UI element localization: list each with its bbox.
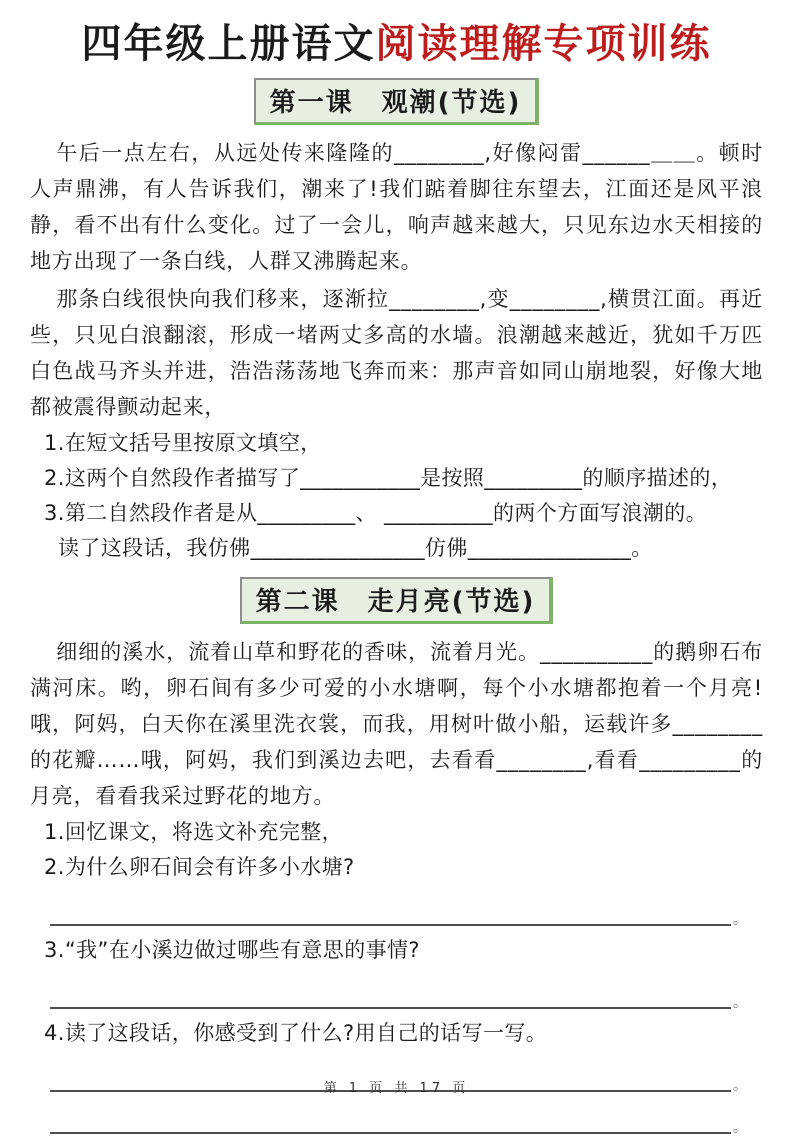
lesson1-question-2: 2.这两个自然段作者描写了___________是按照_________的顺序描述的，: [44, 466, 733, 490]
lesson1-paragraph-1: 午后一点左右，从远处传来隆隆的________,好像闷雷______＿＿。顿时人声鼎沸，有人告诉我们，潮来了!我们踮着脚往东望去，江面还是风平浪静，看不出有什么变化。过了一会儿，响声越来越大，只见东边水天相接的地方出现了一条白线，人群又沸腾起来。: [30, 141, 763, 273]
lesson2-question-3: 3.“我”在小溪边做过哪些有意思的事情?: [44, 938, 420, 962]
lesson1-heading: 第一课 观潮(节选): [254, 78, 540, 125]
lesson2-heading: 第二课 走月亮(节选): [240, 577, 554, 624]
lesson2-paragraph-1: 细细的溪水，流着山草和野花的香味，流着月光。__________的鹅卵石布满河床。哟，卵石间有多少可爱的小水塘啊，每个小水塘都抱着一个月亮!哦，阿妈，白天你在溪里洗衣裳，而我，用树叶做小船，运载许多________的花瓣……哦，阿妈，我们到溪边去吧，去看看________,看看_________的月亮，看看我采过野花的地方。: [30, 640, 763, 808]
page-number: 第 1 页 共 17 页: [323, 1081, 470, 1096]
answer-line: [50, 997, 747, 1009]
answer-end-mark: 。: [733, 912, 747, 928]
lesson1-paragraph-2: 那条白线很快向我们移来，逐渐拉________,变________,横贯江面。再近些，只见白浪翻滚，形成一堵两丈多高的水墙。浪潮越来越近，犹如千万匹白色战马齐头并进，浩浩荡荡地飞奔而来：那声音如同山崩地裂，好像大地都被震得颤动起来，: [30, 287, 763, 419]
lesson2-question-4: 4.读了这段话，你感受到了什么?用自己的话写一写。: [44, 1021, 548, 1045]
lesson1-question-1: 1.在短文括号里按原文填空，: [44, 431, 322, 455]
lesson1-question-4: 读了这段话，我仿佛________________仿佛_______________。: [58, 536, 653, 560]
lesson2-question-1: 1.回忆课文，将选文补充完整，: [44, 820, 344, 844]
answer-rule: [50, 1128, 731, 1134]
answer-end-mark: 。: [733, 1078, 747, 1094]
page-title: [30, 18, 763, 70]
answer-line: [50, 1122, 747, 1134]
answer-end-mark: 。: [733, 1120, 747, 1136]
answer-end-mark: 。: [733, 995, 747, 1011]
page-title-red: 阅读理解专项训练: [375, 21, 712, 67]
answer-rule: [50, 920, 731, 926]
page-title-black: 四年级上册语文: [81, 21, 376, 67]
lesson1-question-3: 3.第二自然段作者是从_________、 __________的两个方面写浪潮的。: [44, 501, 708, 525]
answer-line: [50, 914, 747, 926]
answer-rule: [50, 1003, 731, 1009]
lesson2-question-2: 2.为什么卵石间会有许多小水塘?: [44, 855, 355, 879]
